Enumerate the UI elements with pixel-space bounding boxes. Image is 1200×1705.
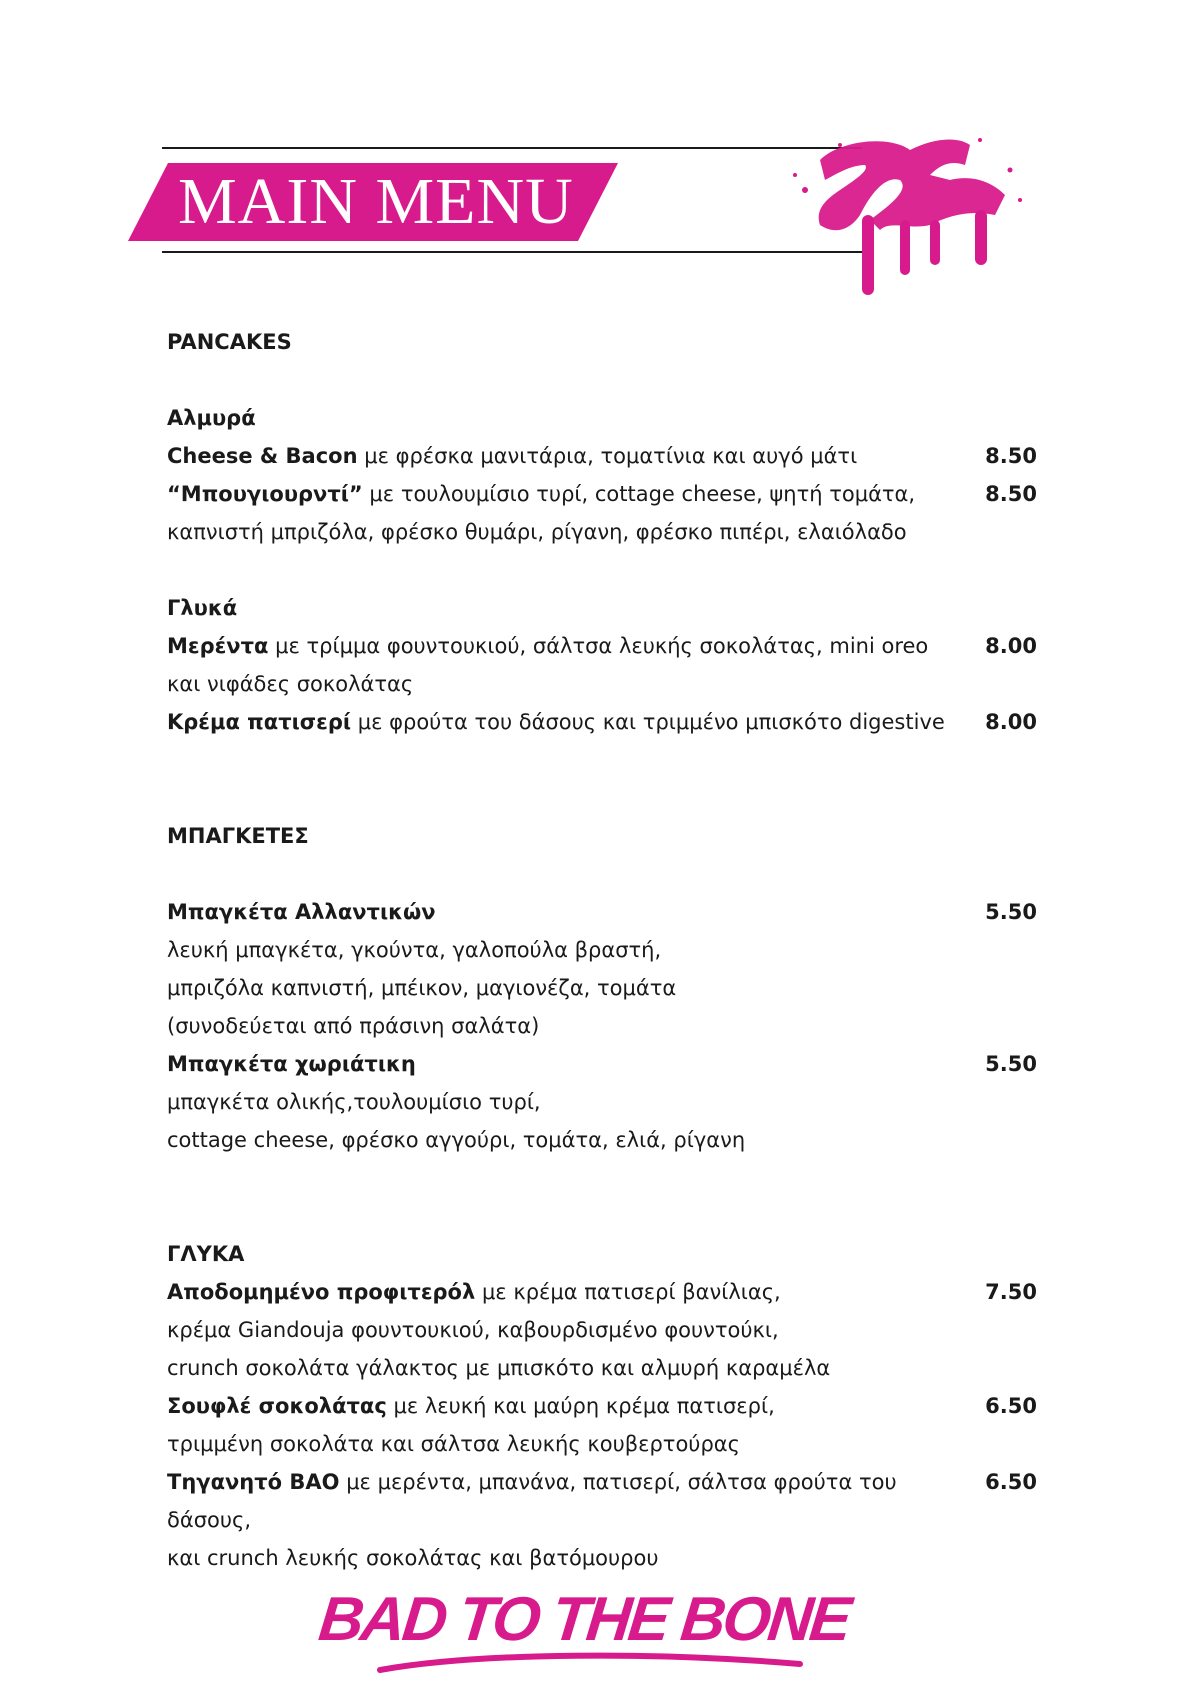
title-banner <box>128 163 618 241</box>
menu-item <box>167 703 1037 741</box>
item-description: με φρούτα του δάσους και τριμμένο μπισκότο digestive <box>351 710 945 734</box>
spray-paint-decoration-icon <box>780 120 1030 305</box>
item-name: Cheese & Bacon <box>167 444 358 468</box>
item-description-line: καπνιστή μπριζόλα, φρέσκο θυμάρι, ρίγανη, φρέσκο πιπέρι, ελαιόλαδο <box>167 520 907 544</box>
item-price: 6.50 <box>985 1470 1037 1494</box>
item-price: 8.00 <box>985 634 1037 658</box>
item-price: 7.50 <box>985 1280 1037 1304</box>
item-description-line: (συνοδεύεται από πράσινη σαλάτα) <box>167 1014 540 1038</box>
menu-item <box>167 893 1037 931</box>
item-price: 8.00 <box>985 710 1037 734</box>
item-name: Σουφλέ σοκολάτας <box>167 1394 387 1418</box>
page-title: MAIN MENU <box>178 165 574 238</box>
item-name: “Μπουγιουρντί” <box>167 482 363 506</box>
item-description-line: τριμμένη σοκολάτα και σάλτσα λευκής κουβερτούρας <box>167 1432 740 1456</box>
item-name: Τηγανητό ΒΑΟ <box>167 1470 340 1494</box>
item-description-line: μπαγκέτα ολικής,τουλουμίσιο τυρί, <box>167 1090 541 1114</box>
item-description: με φρέσκα μανιτάρια, τοματίνια και αυγό μάτι <box>357 444 858 468</box>
item-name: Κρέμα πατισερί <box>167 710 352 734</box>
item-description-line: και crunch λευκής σοκολάτας και βατόμουρου <box>167 1546 659 1570</box>
item-description: με κρέμα πατισερί βανίλιας, <box>475 1280 781 1304</box>
item-description-line: crunch σοκολάτα γάλακτος με μπισκότο και αλμυρή καραμέλα <box>167 1356 831 1380</box>
subsection-title-sweet: Γλυκά <box>167 596 238 620</box>
menu-item <box>167 1387 1037 1425</box>
menu-item <box>167 437 1037 475</box>
header-top-rule <box>162 147 862 149</box>
item-description-line: κρέμα Giandouja φουντουκιού, καβουρδισμένο φουντούκι, <box>167 1318 779 1342</box>
menu-item <box>167 475 1037 513</box>
menu-item <box>167 1463 1037 1539</box>
bad-to-the-bone-logo <box>315 1560 852 1680</box>
menu-item <box>167 627 1037 665</box>
item-name: Αποδομημένο προφιτερόλ <box>167 1280 476 1304</box>
item-price: 8.50 <box>985 482 1037 506</box>
menu-item <box>167 1273 1037 1311</box>
subsection-title-savory: Αλμυρά <box>167 406 256 430</box>
svg-text:BAD TO THE BONE: BAD TO THE BONE <box>315 1585 852 1654</box>
section-title-pancakes: PANCAKES <box>167 330 292 354</box>
item-name: Μερέντα <box>167 634 269 658</box>
section-title-baguettes: ΜΠΑΓΚΕΤΕΣ <box>167 824 309 848</box>
item-name: Μπαγκέτα Αλλαντικών <box>167 900 436 924</box>
item-description: με μερέντα, μπανάνα, πατισερί, σάλτσα φρούτα του δάσους, <box>167 1470 897 1532</box>
item-price: 5.50 <box>985 900 1037 924</box>
item-description-line: λευκή μπαγκέτα, γκούντα, γαλοπούλα βραστή, <box>167 938 662 962</box>
menu-content <box>167 323 1037 1577</box>
section-title-desserts: ΓΛΥΚΑ <box>167 1242 245 1266</box>
item-description-line: cottage cheese, φρέσκο αγγούρι, τομάτα, ελιά, ρίγανη <box>167 1128 746 1152</box>
item-price: 8.50 <box>985 444 1037 468</box>
item-price: 5.50 <box>985 1052 1037 1076</box>
item-description: με τουλουμίσιο τυρί, cottage cheese, ψητή τομάτα, <box>362 482 916 506</box>
item-description-line: μπριζόλα καπνιστή, μπέικον, μαγιονέζα, τομάτα <box>167 976 677 1000</box>
header-bottom-rule <box>162 251 862 253</box>
item-description: με τρίμμα φουντουκιού, σάλτσα λευκής σοκολάτας, mini oreo <box>268 634 929 658</box>
item-price: 6.50 <box>985 1394 1037 1418</box>
item-description: με λευκή και μαύρη κρέμα πατισερί, <box>386 1394 775 1418</box>
item-name: Μπαγκέτα χωριάτικη <box>167 1052 416 1076</box>
item-description-line: και νιφάδες σοκολάτας <box>167 672 414 696</box>
menu-item <box>167 1045 1037 1083</box>
